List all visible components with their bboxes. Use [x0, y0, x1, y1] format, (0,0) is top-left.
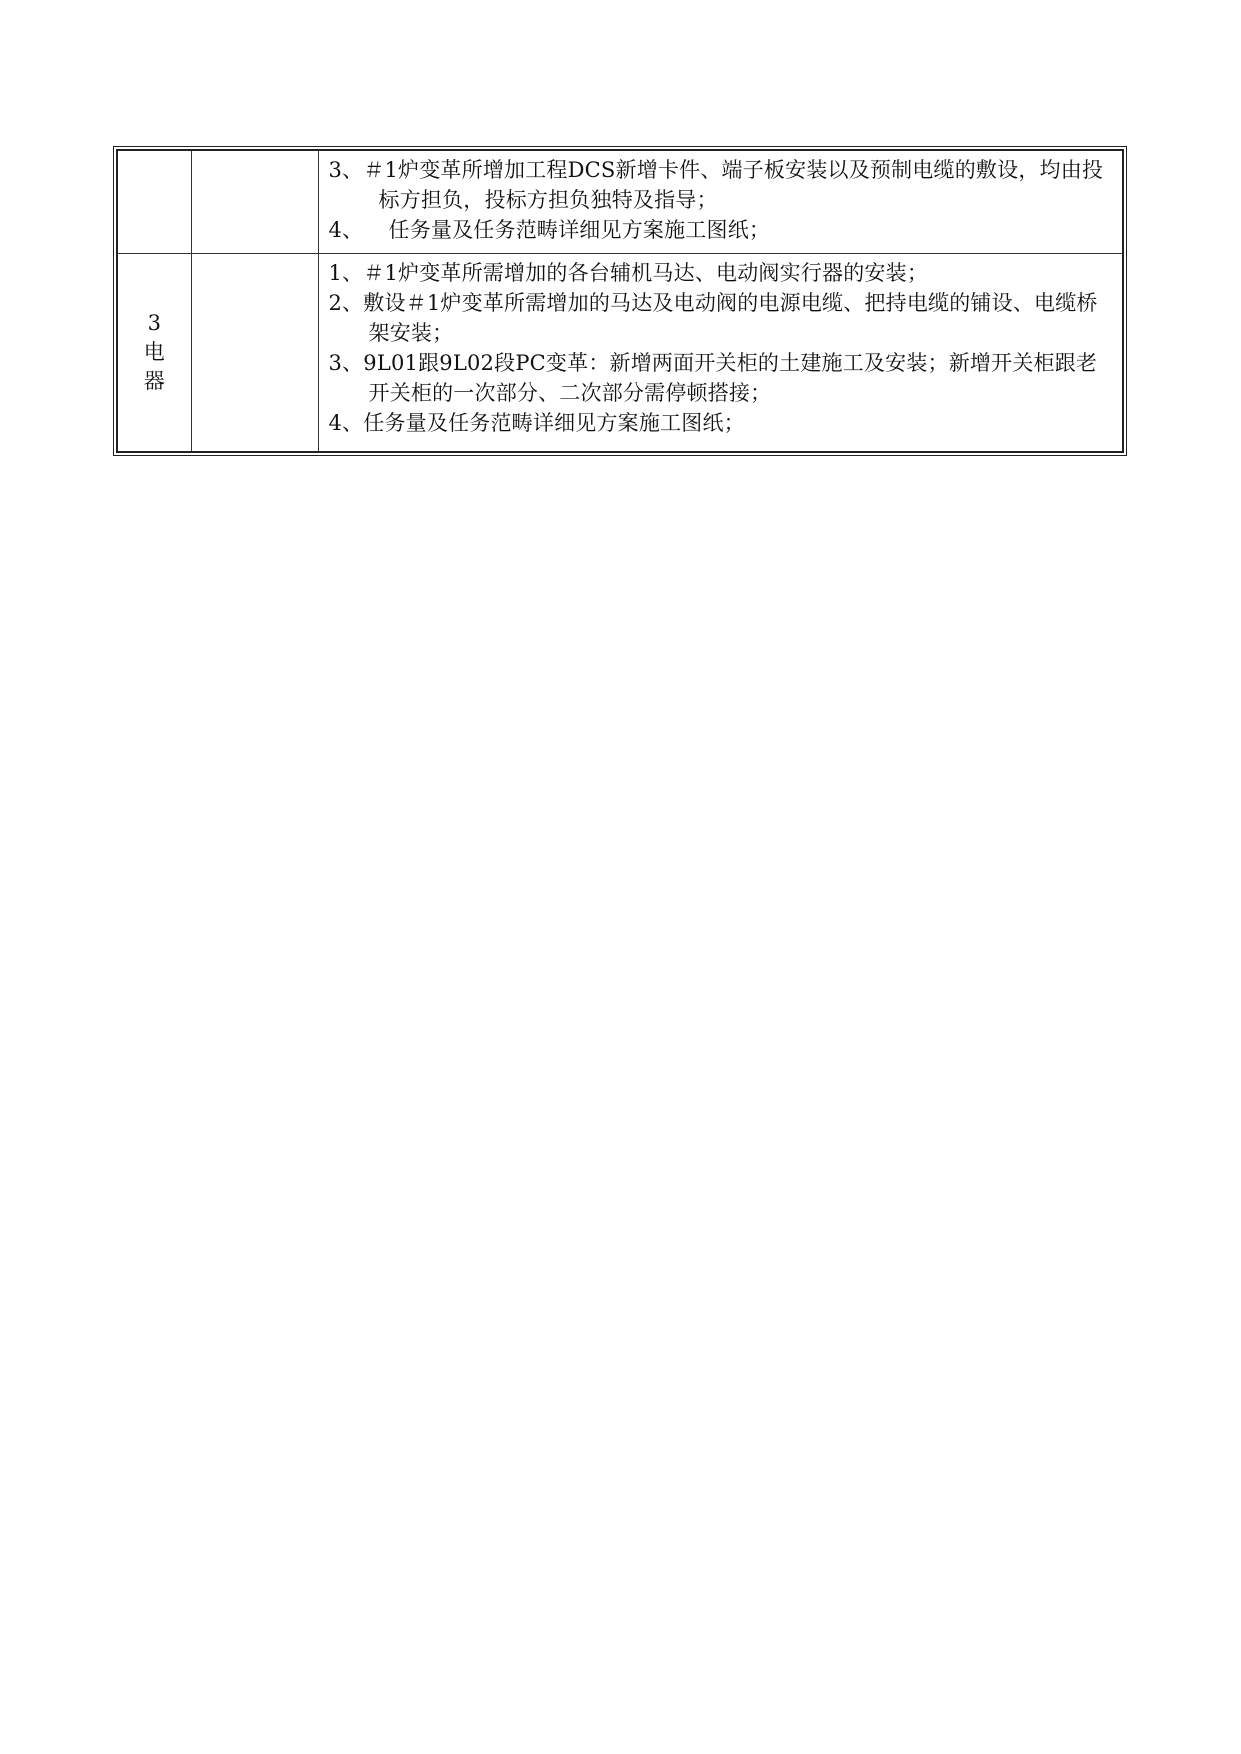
item-text: ＃1炉变革所增加工程DCS新增卡件、端子板安装以及预制电缆的敷设，均由投标方担负，投标方担负独特及指导；: [363, 158, 1104, 212]
item-number: 3、: [328, 351, 364, 375]
list-item: [329, 258, 1111, 288]
item-number: 2、: [328, 291, 364, 315]
content-cell: [318, 150, 1123, 254]
row-number-cell: [117, 254, 191, 453]
item-number: 4、: [328, 218, 364, 242]
item-number: 3、: [328, 158, 364, 182]
item-text: 9L01跟9L02段PC变革：新增两面开关柜的土建施工及安装；新增开关柜跟老开关柜的一次部分、二次部分需停顿搭接；: [363, 351, 1098, 405]
table-row: [117, 150, 1123, 254]
middle-cell: [191, 254, 318, 453]
list-item: [329, 408, 1111, 438]
item-text: 敷设＃1炉变革所需增加的马达及电动阀的电源电缆、把持电缆的铺设、电缆桥架安装；: [363, 291, 1098, 345]
table-row: [117, 254, 1123, 453]
row-number: 3: [147, 311, 161, 335]
row-number-cell: [117, 150, 191, 254]
item-text: 任务量及任务范畴详细见方案施工图纸；: [363, 411, 745, 435]
list-item: [329, 348, 1111, 408]
list-item: [329, 155, 1111, 215]
item-number: 1、: [328, 261, 364, 285]
middle-cell: [191, 150, 318, 254]
work-scope-table: [116, 149, 1124, 453]
list-item: [329, 288, 1111, 348]
item-text: 任务量及任务范畴详细见方案施工图纸；: [388, 218, 771, 242]
row-category: 电器: [143, 340, 165, 393]
item-text: ＃1炉变革所需增加的各台辅机马达、电动阀实行器的安装；: [363, 261, 929, 285]
item-number: 4、: [328, 411, 364, 435]
list-item: [329, 215, 1111, 245]
content-cell: [318, 254, 1123, 453]
